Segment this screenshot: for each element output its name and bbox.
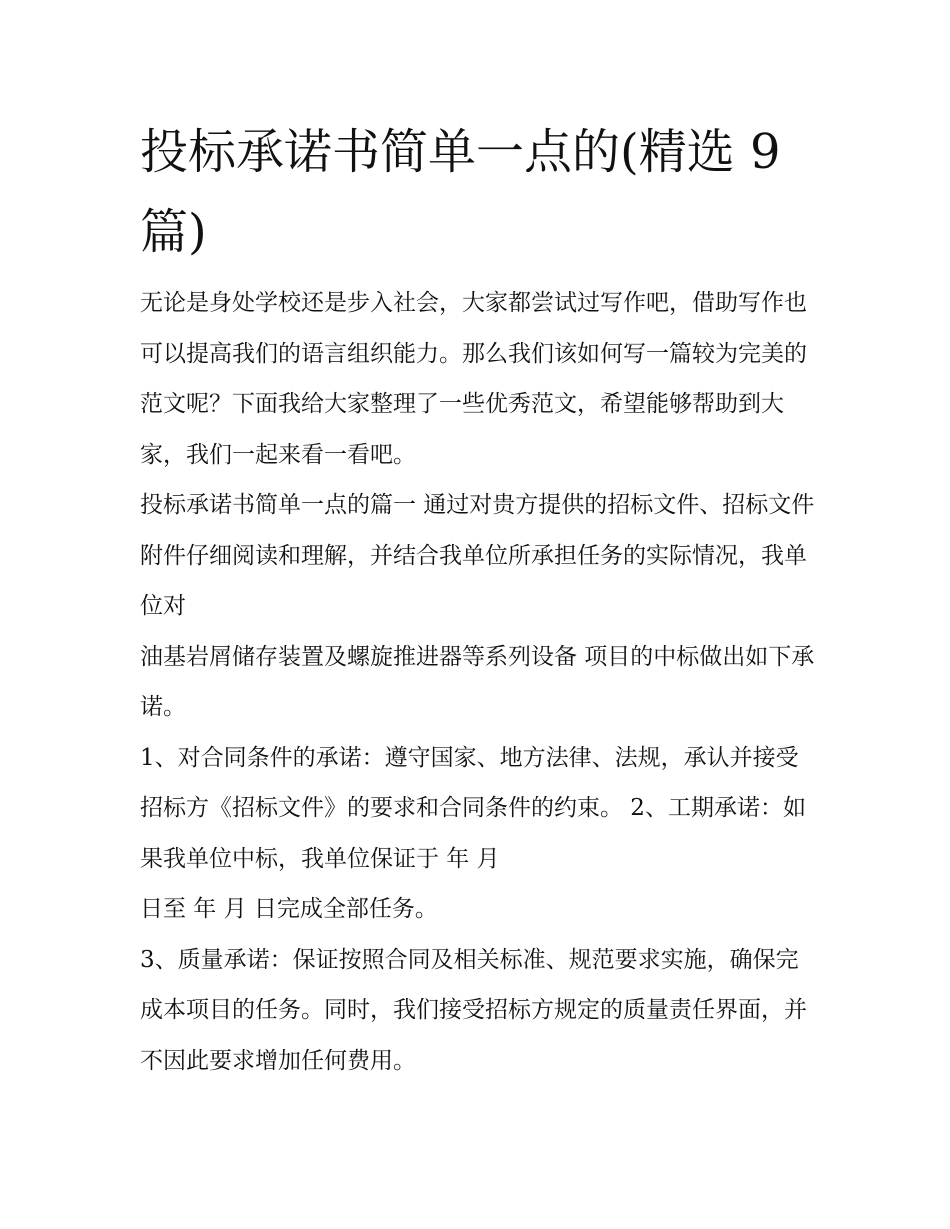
paragraph-4: 日至 年 月 日完成全部任务。: [140, 896, 438, 922]
document-body: [140, 278, 820, 1086]
paragraph-5: 3、质量承诺：保证按照合同及相关标准、规范要求实施，确保完成本项目的任务。同时，我们接受招标方规定的质量责任界面，并不因此要求增加任何费用。: [140, 946, 807, 1074]
paragraph-2: 油基岩屑储存装置及螺旋推进器等系列设备 项目的中标做出如下承诺。: [140, 643, 815, 720]
paragraph-1: 投标承诺书简单一点的篇一 通过对贵方提供的招标文件、招标文件附件仔细阅读和理解，并结合我单位所承担任务的实际情况，我单位对: [140, 492, 815, 619]
paragraph-intro: 无论是身处学校还是步入社会，大家都尝试过写作吧，借助写作也可以提高我们的语言组织能力。那么我们该如何写一篇较为完美的范文呢？下面我给大家整理了一些优秀范文，希望能够帮助到大家，我们一起来看一看吧。: [140, 290, 807, 468]
document-title: 投标承诺书简单一点的(精选 9 篇): [140, 124, 781, 260]
paragraph-3: 1、对合同条件的承诺：遵守国家、地方法律、法规，承认并接受招标方《招标文件》的要求和合同条件的约束。 2、工期承诺：如果我单位中标，我单位保证于 年 月: [140, 744, 806, 872]
